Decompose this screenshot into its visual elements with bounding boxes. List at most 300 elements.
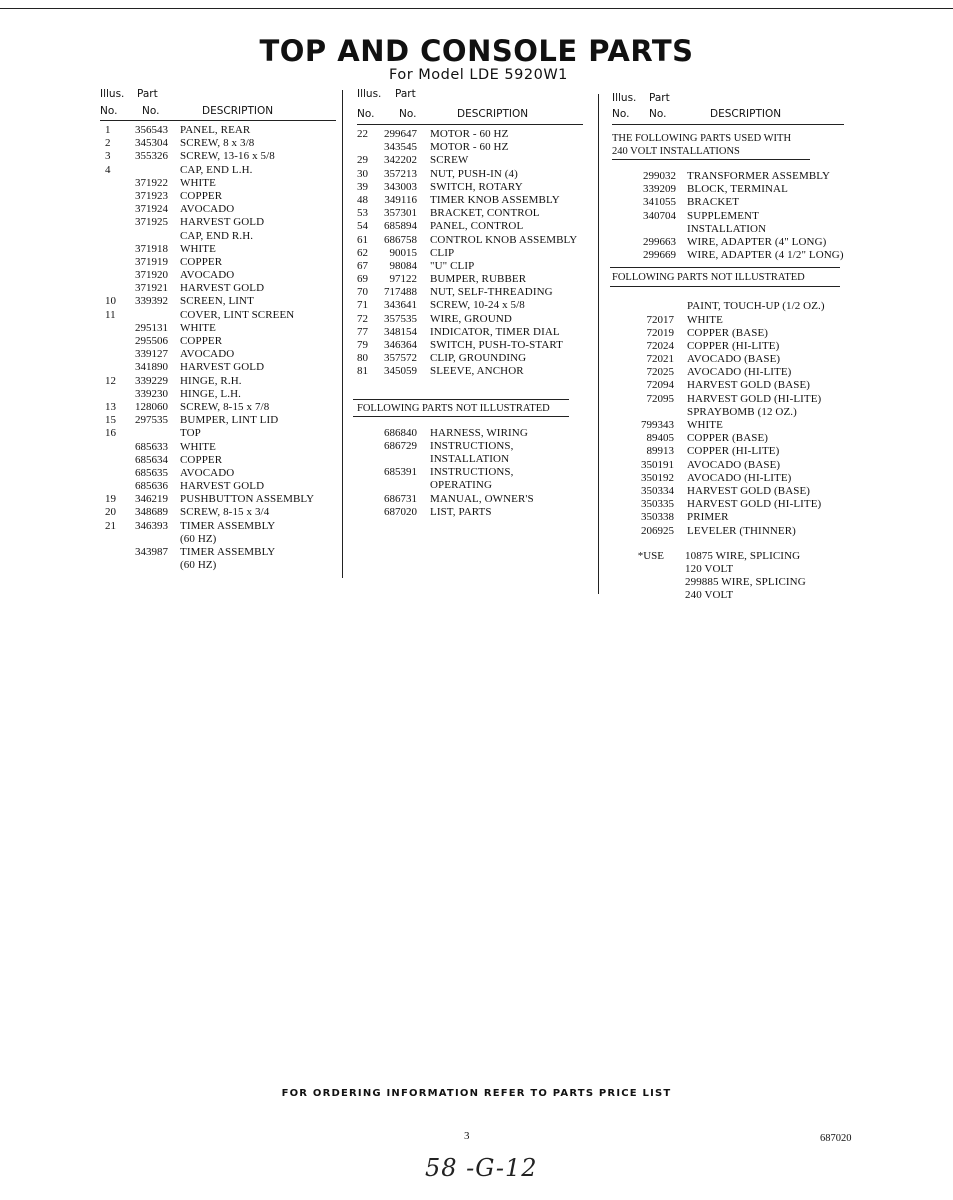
part-description: WIRE, GROUND xyxy=(430,312,512,325)
part-row xyxy=(357,286,583,299)
not-illustrated-heading: FOLLOWING PARTS NOT ILLUSTRATED xyxy=(612,272,805,284)
part-number: 341055 xyxy=(643,196,676,209)
part-number: 686758 xyxy=(384,233,417,246)
part-row xyxy=(100,480,336,493)
part-row xyxy=(612,525,852,538)
part-row xyxy=(100,335,336,348)
part-row xyxy=(612,432,852,445)
part-description: (60 HZ) xyxy=(180,559,217,572)
part-description: AVOCADO xyxy=(180,348,235,361)
part-number: 357535 xyxy=(384,312,417,325)
part-row xyxy=(357,352,583,365)
part-number: 357301 xyxy=(384,207,417,220)
part-number: 686731 xyxy=(384,492,417,505)
part-description: AVOCADO xyxy=(180,203,235,216)
part-number: 348154 xyxy=(384,325,417,338)
part-number: 89913 xyxy=(646,445,674,458)
part-row xyxy=(100,230,336,243)
part-row xyxy=(357,194,583,207)
column-divider-left xyxy=(342,90,343,578)
part-row xyxy=(612,353,852,366)
illus-no-label: No. xyxy=(612,108,630,120)
part-description: TOP xyxy=(180,427,201,440)
part-row xyxy=(100,454,336,467)
part-description: COPPER (HI-LITE) xyxy=(687,339,780,352)
part-label: Part xyxy=(395,88,416,100)
part-number: 355326 xyxy=(135,150,168,163)
part-number: 72095 xyxy=(646,392,674,405)
illus-number: 79 xyxy=(357,339,368,351)
part-description: COVER, LINT SCREEN xyxy=(180,308,295,321)
part-row xyxy=(100,177,336,190)
part-description: SUPPLEMENT xyxy=(687,209,759,222)
part-description: CAP, END R.H. xyxy=(180,229,254,242)
part-number: 371924 xyxy=(135,203,168,216)
part-number: 350334 xyxy=(641,484,674,497)
part-number: 685634 xyxy=(135,453,168,466)
part-row xyxy=(100,401,336,414)
part-description: TIMER ASSEMBLY xyxy=(180,546,276,558)
illus-number: 71 xyxy=(357,299,368,312)
part-number: 371919 xyxy=(135,255,168,268)
part-description: OPERATING xyxy=(430,479,493,492)
part-number: *USE xyxy=(637,549,664,562)
part-row xyxy=(612,393,852,406)
column-3-header xyxy=(612,92,852,124)
part-number: 297535 xyxy=(135,414,168,427)
illus-number: 39 xyxy=(357,180,368,193)
part-description: WHITE xyxy=(180,242,216,255)
part-number: 350192 xyxy=(641,471,674,484)
part-row xyxy=(357,220,583,233)
part-row xyxy=(612,550,852,563)
ordering-info-footer: FOR ORDERING INFORMATION REFER TO PARTS PRICE LIST xyxy=(281,1088,672,1099)
parts-column-3 xyxy=(612,92,852,602)
illus-number: 29 xyxy=(357,154,368,167)
part-description: SCREW xyxy=(430,154,469,167)
illus-number: 22 xyxy=(357,128,368,140)
part-row xyxy=(357,168,583,181)
illus-number: 30 xyxy=(357,167,368,180)
illus-number: 53 xyxy=(357,207,368,220)
part-row xyxy=(612,419,852,432)
part-row xyxy=(612,459,852,472)
not-illustrated-heading-box xyxy=(357,399,583,417)
column-divider-right xyxy=(598,94,599,594)
column-1-header xyxy=(100,88,336,120)
part-description: AVOCADO (BASE) xyxy=(687,353,781,366)
part-description: SCREW, 13-16 x 5/8 xyxy=(180,150,275,163)
part-number: 348689 xyxy=(135,506,168,519)
part-description: SCREW, 8-15 x 3/4 xyxy=(180,506,270,519)
heading-bottom-rule xyxy=(353,416,569,417)
part-description: TIMER ASSEMBLY xyxy=(180,519,276,532)
part-description: INSTRUCTIONS, xyxy=(430,439,514,452)
part-row xyxy=(100,520,336,533)
part-description: MOTOR - 60 HZ xyxy=(430,141,509,154)
part-row xyxy=(100,361,336,374)
illus-number: 21 xyxy=(105,519,116,532)
part-row xyxy=(357,207,583,220)
illus-number: 80 xyxy=(357,352,368,365)
part-description: BUMPER, RUBBER xyxy=(430,273,527,286)
part-number: 98084 xyxy=(389,259,417,272)
part-row xyxy=(612,327,852,340)
illus-number: 67 xyxy=(357,259,368,272)
part-row xyxy=(612,196,852,209)
part-row xyxy=(612,223,852,236)
document-number: 687020 xyxy=(820,1133,852,1144)
illus-number: 72 xyxy=(357,312,368,325)
part-description: HARVEST GOLD (BASE) xyxy=(687,379,811,392)
part-row xyxy=(612,472,852,485)
part-row xyxy=(100,216,336,229)
part-row xyxy=(612,366,852,379)
part-row xyxy=(100,559,336,572)
part-number: 72017 xyxy=(646,313,674,326)
part-number: 686729 xyxy=(384,439,417,452)
part-description: BRACKET, CONTROL xyxy=(430,207,540,220)
part-row xyxy=(612,210,852,223)
part-row xyxy=(357,440,583,453)
part-description: INSTRUCTIONS, xyxy=(430,466,514,479)
illus-number: 15 xyxy=(105,414,116,427)
part-number: 349116 xyxy=(384,193,417,206)
part-number: 339209 xyxy=(643,183,676,196)
part-number: 350335 xyxy=(641,498,674,511)
part-description: WHITE xyxy=(180,176,216,189)
part-description: BLOCK, TERMINAL xyxy=(687,183,788,196)
part-description: NUT, PUSH-IN (4) xyxy=(430,167,518,180)
part-row xyxy=(100,124,336,137)
part-row xyxy=(100,190,336,203)
240v-heading xyxy=(612,125,852,158)
part-number: 299669 xyxy=(643,249,676,262)
illus-label: Illus. xyxy=(100,88,125,100)
part-row xyxy=(612,498,852,511)
column-2-header xyxy=(357,88,583,120)
part-row xyxy=(612,340,852,353)
part-description: HARVEST GOLD (BASE) xyxy=(687,484,811,497)
240v-heading-line1: THE FOLLOWING PARTS USED WITH xyxy=(612,133,792,144)
part-number: 90015 xyxy=(389,246,417,259)
part-row xyxy=(612,379,852,392)
part-description: 240 VOLT xyxy=(685,589,734,602)
part-description: COPPER xyxy=(180,255,223,268)
part-description: CLIP, GROUNDING xyxy=(430,352,527,365)
illus-number: 69 xyxy=(357,273,368,286)
part-row xyxy=(357,506,583,519)
part-row xyxy=(612,183,852,196)
part-number: 339229 xyxy=(135,374,168,387)
part-description: AVOCADO (BASE) xyxy=(687,458,781,471)
part-row xyxy=(100,256,336,269)
part-description: SWITCH, PUSH-TO-START xyxy=(430,339,563,351)
part-description: INDICATOR, TIMER DIAL xyxy=(430,325,560,338)
part-number: 685894 xyxy=(384,220,417,233)
part-row xyxy=(100,441,336,454)
part-number: 299032 xyxy=(643,170,676,182)
description-label: DESCRIPTION xyxy=(202,105,274,117)
part-row xyxy=(357,299,583,312)
illus-number: 11 xyxy=(105,308,116,321)
part-row xyxy=(357,128,583,141)
part-description: 10875 WIRE, SPLICING xyxy=(685,549,801,562)
part-row xyxy=(100,506,336,519)
part-description: HARVEST GOLD (HI-LITE) xyxy=(687,498,822,511)
part-number: 371918 xyxy=(135,242,168,255)
part-description: AVOCADO (HI-LITE) xyxy=(687,366,792,379)
part-number: 339127 xyxy=(135,348,168,361)
part-number: 357213 xyxy=(384,167,417,180)
part-row xyxy=(100,493,336,506)
part-description: CAP, END L.H. xyxy=(180,163,253,176)
page-number: 3 xyxy=(464,1130,470,1142)
part-number: 72024 xyxy=(646,339,674,352)
part-description: MANUAL, OWNER'S xyxy=(430,492,534,505)
part-row xyxy=(100,375,336,388)
part-label: Part xyxy=(649,92,670,104)
part-description: COPPER (BASE) xyxy=(687,326,769,339)
part-row xyxy=(612,485,852,498)
part-row xyxy=(100,295,336,308)
part-description: COPPER (BASE) xyxy=(687,432,769,445)
part-number: 371921 xyxy=(135,282,168,295)
heading-bottom-rule xyxy=(610,286,840,287)
part-number: 371920 xyxy=(135,269,168,282)
part-row xyxy=(357,181,583,194)
240v-heading-line2: 240 VOLT INSTALLATIONS xyxy=(612,146,740,157)
part-row xyxy=(612,249,852,262)
description-label: DESCRIPTION xyxy=(457,108,529,120)
part-number: 685636 xyxy=(135,480,168,493)
part-label: Part xyxy=(137,88,158,100)
part-row xyxy=(612,406,852,419)
part-number: 356543 xyxy=(135,124,168,136)
part-description: SCREW, 8 x 3/8 xyxy=(180,137,255,150)
part-row xyxy=(100,427,336,440)
part-row xyxy=(100,150,336,163)
part-number: 72094 xyxy=(646,379,674,392)
illus-number: 62 xyxy=(357,246,368,259)
part-number: 799343 xyxy=(641,419,674,431)
part-description: HARVEST GOLD xyxy=(180,216,265,229)
part-description: NUT, SELF-THREADING xyxy=(430,286,553,299)
parts-column-1 xyxy=(100,88,336,572)
illus-number: 1 xyxy=(105,124,111,136)
part-number: 350191 xyxy=(641,458,674,471)
parts-column-2 xyxy=(357,88,583,519)
part-row xyxy=(357,260,583,273)
part-number: 685635 xyxy=(135,466,168,479)
top-border-line xyxy=(0,8,953,9)
part-description: COPPER (HI-LITE) xyxy=(687,445,780,458)
illus-number: 10 xyxy=(105,295,116,308)
part-number: 299647 xyxy=(384,128,417,140)
part-row xyxy=(357,365,583,378)
not-illustrated-heading-box xyxy=(612,267,852,286)
part-row xyxy=(612,314,852,327)
parts-list xyxy=(357,125,583,379)
part-row xyxy=(100,282,336,295)
part-description: WHITE xyxy=(180,321,216,334)
part-number: 717488 xyxy=(384,286,417,299)
part-description: INSTALLATION xyxy=(687,222,767,235)
part-description: 120 VOLT xyxy=(685,562,734,575)
part-description: COPPER xyxy=(180,453,223,466)
part-number: 343641 xyxy=(384,299,417,312)
part-row xyxy=(100,467,336,480)
illus-number: 2 xyxy=(105,137,111,150)
part-description: SCREEN, LINT xyxy=(180,295,254,308)
part-description: AVOCADO (HI-LITE) xyxy=(687,471,792,484)
illus-no-label: No. xyxy=(357,108,375,120)
illus-number: 19 xyxy=(105,493,116,506)
part-row xyxy=(100,414,336,427)
part-number: 89405 xyxy=(646,432,674,445)
part-description: LEVELER (THINNER) xyxy=(687,524,796,537)
part-description: SCREW, 8-15 x 7/8 xyxy=(180,400,270,413)
part-description: "U" CLIP xyxy=(430,259,475,272)
part-description: HARVEST GOLD xyxy=(180,480,265,493)
illus-number: 12 xyxy=(105,374,116,387)
part-description: SCREW, 10-24 x 5/8 xyxy=(430,299,525,312)
illus-number: 48 xyxy=(357,193,368,206)
part-description: PANEL, REAR xyxy=(180,124,251,136)
part-row xyxy=(357,313,583,326)
part-description: PANEL, CONTROL xyxy=(430,220,524,233)
part-row xyxy=(100,388,336,401)
part-description: SLEEVE, ANCHOR xyxy=(430,365,524,378)
illus-number: 13 xyxy=(105,400,116,413)
part-number: 685391 xyxy=(384,466,417,479)
part-description: SPRAYBOMB (12 OZ.) xyxy=(687,405,797,418)
part-row xyxy=(612,445,852,458)
part-description: INSTALLATION xyxy=(430,452,510,465)
part-description: CONTROL KNOB ASSEMBLY xyxy=(430,233,578,246)
part-number: 357572 xyxy=(384,352,417,365)
part-row xyxy=(357,326,583,339)
part-number: 341890 xyxy=(135,361,168,374)
part-description: WIRE, ADAPTER (4 1/2" LONG) xyxy=(687,249,844,262)
part-description: LIST, PARTS xyxy=(430,505,492,518)
part-number: 345059 xyxy=(384,365,417,378)
part-number: 371923 xyxy=(135,189,168,202)
part-description: PAINT, TOUCH-UP (1/2 OZ.) xyxy=(687,300,825,313)
illus-no-label: No. xyxy=(100,105,118,117)
heading-top-rule xyxy=(610,267,840,268)
part-number: 345304 xyxy=(135,137,168,150)
part-row xyxy=(100,546,336,559)
part-row xyxy=(100,137,336,150)
part-row xyxy=(612,300,852,313)
part-description: COPPER xyxy=(180,189,223,202)
illus-label: Illus. xyxy=(612,92,637,104)
part-number: 72021 xyxy=(646,353,674,366)
part-description: HINGE, L.H. xyxy=(180,387,241,400)
part-description: WHITE xyxy=(687,419,723,431)
part-description: 299885 WIRE, SPLICING xyxy=(685,576,806,589)
part-description: HINGE, R.H. xyxy=(180,374,242,387)
not-illustrated-heading: FOLLOWING PARTS NOT ILLUSTRATED xyxy=(357,402,550,414)
illus-number: 70 xyxy=(357,286,368,299)
part-row xyxy=(612,511,852,524)
part-description: WHITE xyxy=(687,313,723,326)
part-row xyxy=(357,427,583,440)
240v-parts-list xyxy=(612,160,852,262)
illus-number: 16 xyxy=(105,427,116,440)
part-description: PUSHBUTTON ASSEMBLY xyxy=(180,493,315,506)
part-number: 72025 xyxy=(646,366,674,379)
part-number: 685633 xyxy=(135,440,168,453)
part-row xyxy=(357,234,583,247)
illus-number: 54 xyxy=(357,220,368,233)
part-number: 342202 xyxy=(384,154,417,167)
part-number: 371922 xyxy=(135,176,168,189)
part-number: 339392 xyxy=(135,295,168,308)
description-label: DESCRIPTION xyxy=(710,108,782,120)
part-no-label: No. xyxy=(399,108,417,120)
not-illustrated-list xyxy=(612,286,852,537)
parts-list xyxy=(100,121,336,572)
part-no-label: No. xyxy=(649,108,667,120)
part-number: 346364 xyxy=(384,339,417,351)
illus-number: 3 xyxy=(105,150,111,163)
part-number: 339230 xyxy=(135,387,168,400)
part-number: 295131 xyxy=(135,321,168,334)
part-description: AVOCADO xyxy=(180,466,235,479)
part-description: TRANSFORMER ASSEMBLY xyxy=(687,170,831,182)
illus-number: 81 xyxy=(357,365,368,378)
part-number: 346393 xyxy=(135,519,168,532)
part-no-label: No. xyxy=(142,105,160,117)
part-row xyxy=(100,164,336,177)
part-row xyxy=(357,273,583,286)
handwritten-note: 58 -G-12 xyxy=(425,1154,538,1182)
model-subtitle: For Model LDE 5920W1 xyxy=(389,67,568,83)
illus-label: Illus. xyxy=(357,88,382,100)
part-row xyxy=(100,348,336,361)
part-row xyxy=(100,309,336,322)
part-description: HARVEST GOLD xyxy=(180,282,265,295)
part-row xyxy=(357,141,583,154)
heading-top-rule xyxy=(353,399,569,400)
part-description: SWITCH, ROTARY xyxy=(430,180,523,193)
part-number: 340704 xyxy=(643,209,676,222)
part-row xyxy=(612,170,852,183)
part-number: 72019 xyxy=(646,326,674,339)
part-row xyxy=(100,269,336,282)
part-row xyxy=(357,479,583,492)
part-row xyxy=(100,243,336,256)
part-description: PRIMER xyxy=(687,511,729,524)
part-description: WIRE, ADAPTER (4" LONG) xyxy=(687,235,827,248)
part-number: 346219 xyxy=(135,493,168,506)
illus-number: 20 xyxy=(105,506,116,519)
part-description: COPPER xyxy=(180,335,223,347)
part-row xyxy=(357,154,583,167)
illus-number: 77 xyxy=(357,325,368,338)
part-number: 128060 xyxy=(135,400,168,413)
part-number: 343545 xyxy=(384,141,417,154)
part-description: HARNESS, WIRING xyxy=(430,426,528,439)
part-number: 687020 xyxy=(384,505,417,518)
part-description: CLIP xyxy=(430,246,455,259)
part-row xyxy=(100,322,336,335)
part-row xyxy=(612,576,852,589)
part-row xyxy=(357,339,583,352)
part-number: 206925 xyxy=(641,524,674,537)
